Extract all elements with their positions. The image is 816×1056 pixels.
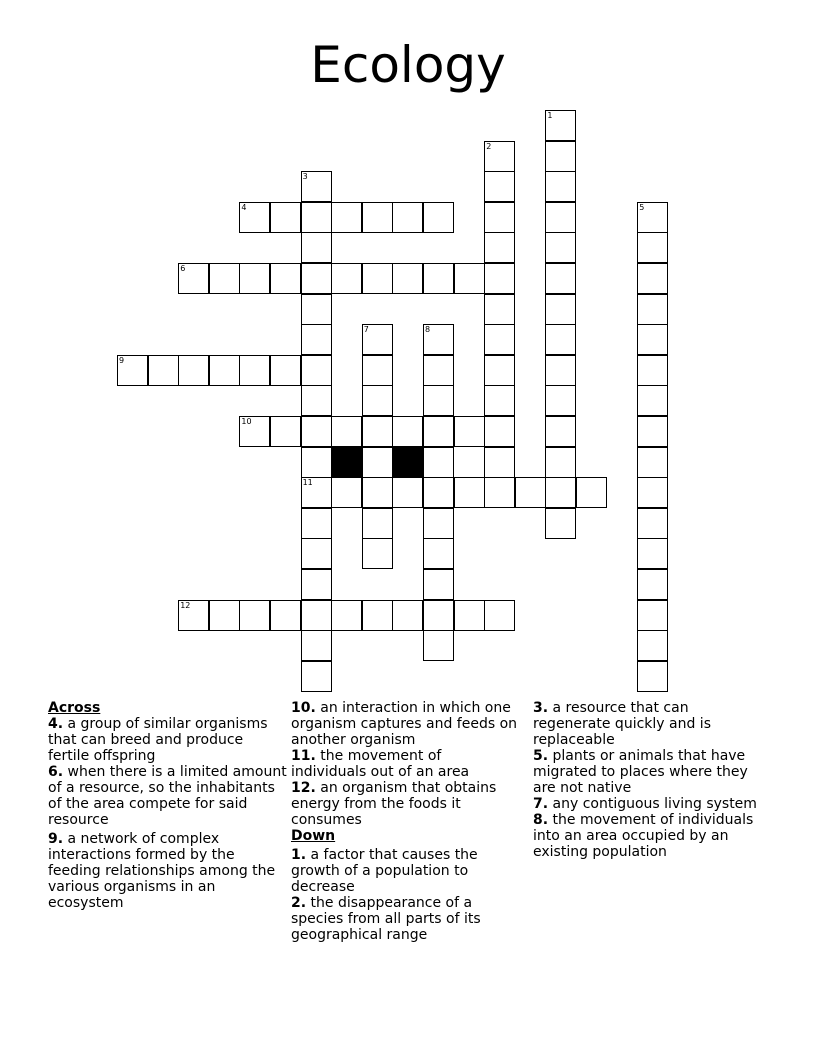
clue-number-label: 6 xyxy=(180,264,186,273)
grid-cell[interactable] xyxy=(270,263,301,294)
down-clue: 5. plants or animals that have migrated to places where they are not native xyxy=(533,748,748,796)
across-clue: 10. an interaction in which one organism captures and feeds on another organism xyxy=(291,700,518,748)
grid-cell[interactable] xyxy=(484,171,515,202)
clue-column-2 xyxy=(291,700,521,943)
grid-cell[interactable] xyxy=(545,447,576,478)
grid-cell[interactable] xyxy=(637,294,668,325)
clue-number-label: 4 xyxy=(241,202,247,212)
blocked-cell xyxy=(331,447,362,478)
grid-cell[interactable] xyxy=(637,600,668,631)
grid-cell[interactable] xyxy=(301,416,332,447)
down-clue: 3. a resource that can regenerate quickly and is replaceable xyxy=(533,700,711,748)
grid-cell[interactable] xyxy=(392,477,423,508)
grid-cell[interactable] xyxy=(362,416,393,447)
grid-cell[interactable] xyxy=(301,661,332,692)
grid-cell[interactable] xyxy=(148,355,179,386)
grid-cell[interactable] xyxy=(362,324,393,355)
grid-cell[interactable] xyxy=(545,202,576,233)
clue-number-label: 5 xyxy=(639,202,645,212)
grid-cell[interactable] xyxy=(301,630,332,661)
grid-cell[interactable] xyxy=(331,416,362,447)
grid-cell[interactable] xyxy=(515,477,546,508)
grid-cell[interactable] xyxy=(301,263,332,294)
grid-cell[interactable] xyxy=(301,202,332,233)
down-clue: 1. a factor that causes the growth of a population to decrease xyxy=(291,847,478,895)
grid-cell[interactable] xyxy=(484,416,515,447)
clue-number-label: 1 xyxy=(547,111,553,120)
grid-cell[interactable] xyxy=(454,416,485,447)
grid-cell[interactable] xyxy=(545,508,576,539)
grid-cell[interactable] xyxy=(423,202,454,233)
grid-cell[interactable] xyxy=(362,355,393,386)
grid-cell[interactable] xyxy=(454,263,485,294)
grid-cell[interactable] xyxy=(637,416,668,447)
grid-cell[interactable] xyxy=(637,661,668,692)
blocked-cell xyxy=(392,447,423,478)
grid-cell[interactable] xyxy=(331,263,362,294)
grid-cell[interactable] xyxy=(362,263,393,294)
grid-cell[interactable] xyxy=(423,385,454,416)
grid-cell[interactable] xyxy=(301,385,332,416)
grid-cell[interactable] xyxy=(362,447,393,478)
across-clue: 12. an organism that obtains energy from the foods it consumes xyxy=(291,780,497,828)
grid-cell[interactable] xyxy=(423,600,454,631)
grid-cell[interactable] xyxy=(637,477,668,508)
grid-cell[interactable] xyxy=(454,600,485,631)
grid-cell[interactable] xyxy=(484,477,515,508)
grid-cell[interactable] xyxy=(484,294,515,325)
grid-cell[interactable] xyxy=(423,538,454,569)
grid-cell[interactable] xyxy=(423,477,454,508)
across-clue: 9. a network of complex interactions formed by the feeding relationships among the various organisms in an ecosystem xyxy=(48,831,276,911)
grid-cell[interactable] xyxy=(637,232,668,263)
grid-cell[interactable] xyxy=(484,141,515,172)
grid-cell[interactable] xyxy=(331,477,362,508)
grid-cell[interactable] xyxy=(545,141,576,172)
grid-cell[interactable] xyxy=(301,171,332,202)
down-clue: 7. any contiguous living system xyxy=(533,796,757,812)
grid-cell[interactable] xyxy=(545,477,576,508)
grid-cell[interactable] xyxy=(392,600,423,631)
grid-cell[interactable] xyxy=(637,355,668,386)
grid-cell[interactable] xyxy=(423,630,454,661)
across-clue: 11. the movement of individuals out of an area xyxy=(291,748,470,780)
grid-cell[interactable] xyxy=(545,385,576,416)
grid-cell[interactable] xyxy=(423,569,454,600)
grid-cell[interactable] xyxy=(423,263,454,294)
grid-cell[interactable] xyxy=(362,385,393,416)
grid-cell[interactable] xyxy=(301,232,332,263)
grid-cell[interactable] xyxy=(637,508,668,539)
grid-cell[interactable] xyxy=(637,324,668,355)
clue-number-label: 10 xyxy=(241,417,252,426)
grid-cell[interactable] xyxy=(362,477,393,508)
grid-cell[interactable] xyxy=(545,416,576,447)
puzzle-title: Ecology xyxy=(310,36,506,94)
grid-cell[interactable] xyxy=(423,416,454,447)
grid-cell[interactable] xyxy=(301,294,332,325)
grid-cell[interactable] xyxy=(209,263,240,294)
grid-cell[interactable] xyxy=(545,355,576,386)
grid-cell[interactable] xyxy=(637,447,668,478)
grid-cell[interactable] xyxy=(239,202,270,233)
grid-cell[interactable] xyxy=(484,355,515,386)
clue-number-label: 12 xyxy=(180,600,191,610)
grid-cell[interactable] xyxy=(301,324,332,355)
grid-cell[interactable] xyxy=(637,538,668,569)
across-heading: Across xyxy=(48,700,101,716)
grid-cell[interactable] xyxy=(362,600,393,631)
grid-cell[interactable] xyxy=(209,600,240,631)
down-heading: Down xyxy=(291,828,336,844)
grid-cell[interactable] xyxy=(392,416,423,447)
grid-cell[interactable] xyxy=(454,477,485,508)
grid-cell[interactable] xyxy=(484,232,515,263)
grid-cell[interactable] xyxy=(270,600,301,631)
clue-number-label: 8 xyxy=(425,325,431,335)
across-clue: 4. a group of similar organisms that can breed and produce fertile offspring xyxy=(48,716,268,764)
grid-cell[interactable] xyxy=(637,385,668,416)
grid-cell[interactable] xyxy=(484,263,515,294)
grid-cell[interactable] xyxy=(423,508,454,539)
grid-cell[interactable] xyxy=(239,355,270,386)
grid-cell[interactable] xyxy=(239,600,270,631)
clue-column-1 xyxy=(48,700,288,911)
grid-cell[interactable] xyxy=(178,600,209,631)
grid-cell[interactable] xyxy=(545,263,576,294)
grid-cell[interactable] xyxy=(637,569,668,600)
grid-cell[interactable] xyxy=(392,202,423,233)
grid-cell[interactable] xyxy=(637,630,668,661)
grid-cell[interactable] xyxy=(545,294,576,325)
grid-cell[interactable] xyxy=(484,324,515,355)
grid-cell[interactable] xyxy=(576,477,607,508)
grid-cell[interactable] xyxy=(423,447,454,478)
grid-cell[interactable] xyxy=(301,569,332,600)
grid-cell[interactable] xyxy=(362,508,393,539)
grid-cell[interactable] xyxy=(545,324,576,355)
grid-cell[interactable] xyxy=(423,324,454,355)
grid-cell[interactable] xyxy=(484,447,515,478)
grid-cell[interactable] xyxy=(270,202,301,233)
grid-cell[interactable] xyxy=(423,355,454,386)
grid-cell[interactable] xyxy=(301,508,332,539)
grid-cell[interactable] xyxy=(178,263,209,294)
grid-cell[interactable] xyxy=(239,263,270,294)
grid-cell[interactable] xyxy=(484,202,515,233)
clue-number-label: 2 xyxy=(486,141,492,151)
grid-cell[interactable] xyxy=(270,416,301,447)
down-clue: 8. the movement of individuals into an area occupied by an existing population xyxy=(533,812,754,860)
clue-number-label: 7 xyxy=(363,325,369,335)
grid-cell[interactable] xyxy=(484,600,515,631)
grid-cell[interactable] xyxy=(331,202,362,233)
grid-cell[interactable] xyxy=(301,355,332,386)
clue-number-label: 3 xyxy=(302,172,308,182)
grid-cell[interactable] xyxy=(301,600,332,631)
grid-cell[interactable] xyxy=(331,600,362,631)
grid-cell[interactable] xyxy=(362,202,393,233)
down-clue: 2. the disappearance of a species from all parts of its geographical range xyxy=(291,895,481,943)
grid-cell[interactable] xyxy=(239,416,270,447)
grid-cell[interactable] xyxy=(301,538,332,569)
clue-number-label: 11 xyxy=(302,478,313,488)
grid-cell[interactable] xyxy=(545,232,576,263)
across-clue: 6. when there is a limited amount of a resource, so the inhabitants of the area compete for said resource xyxy=(48,764,287,828)
grid-cell[interactable] xyxy=(484,385,515,416)
clue-number-label: 9 xyxy=(119,355,125,365)
grid-cell[interactable] xyxy=(392,263,423,294)
grid-cell[interactable] xyxy=(301,447,332,478)
grid-cell[interactable] xyxy=(178,355,209,386)
grid-cell[interactable] xyxy=(637,263,668,294)
grid-cell[interactable] xyxy=(362,538,393,569)
grid-cell[interactable] xyxy=(545,110,576,141)
clue-column-3 xyxy=(533,700,768,860)
grid-cell[interactable] xyxy=(301,477,332,508)
grid-cell[interactable] xyxy=(270,355,301,386)
grid-cell[interactable] xyxy=(545,171,576,202)
grid-cell[interactable] xyxy=(637,202,668,233)
grid-cell[interactable] xyxy=(117,355,148,386)
grid-cell[interactable] xyxy=(209,355,240,386)
